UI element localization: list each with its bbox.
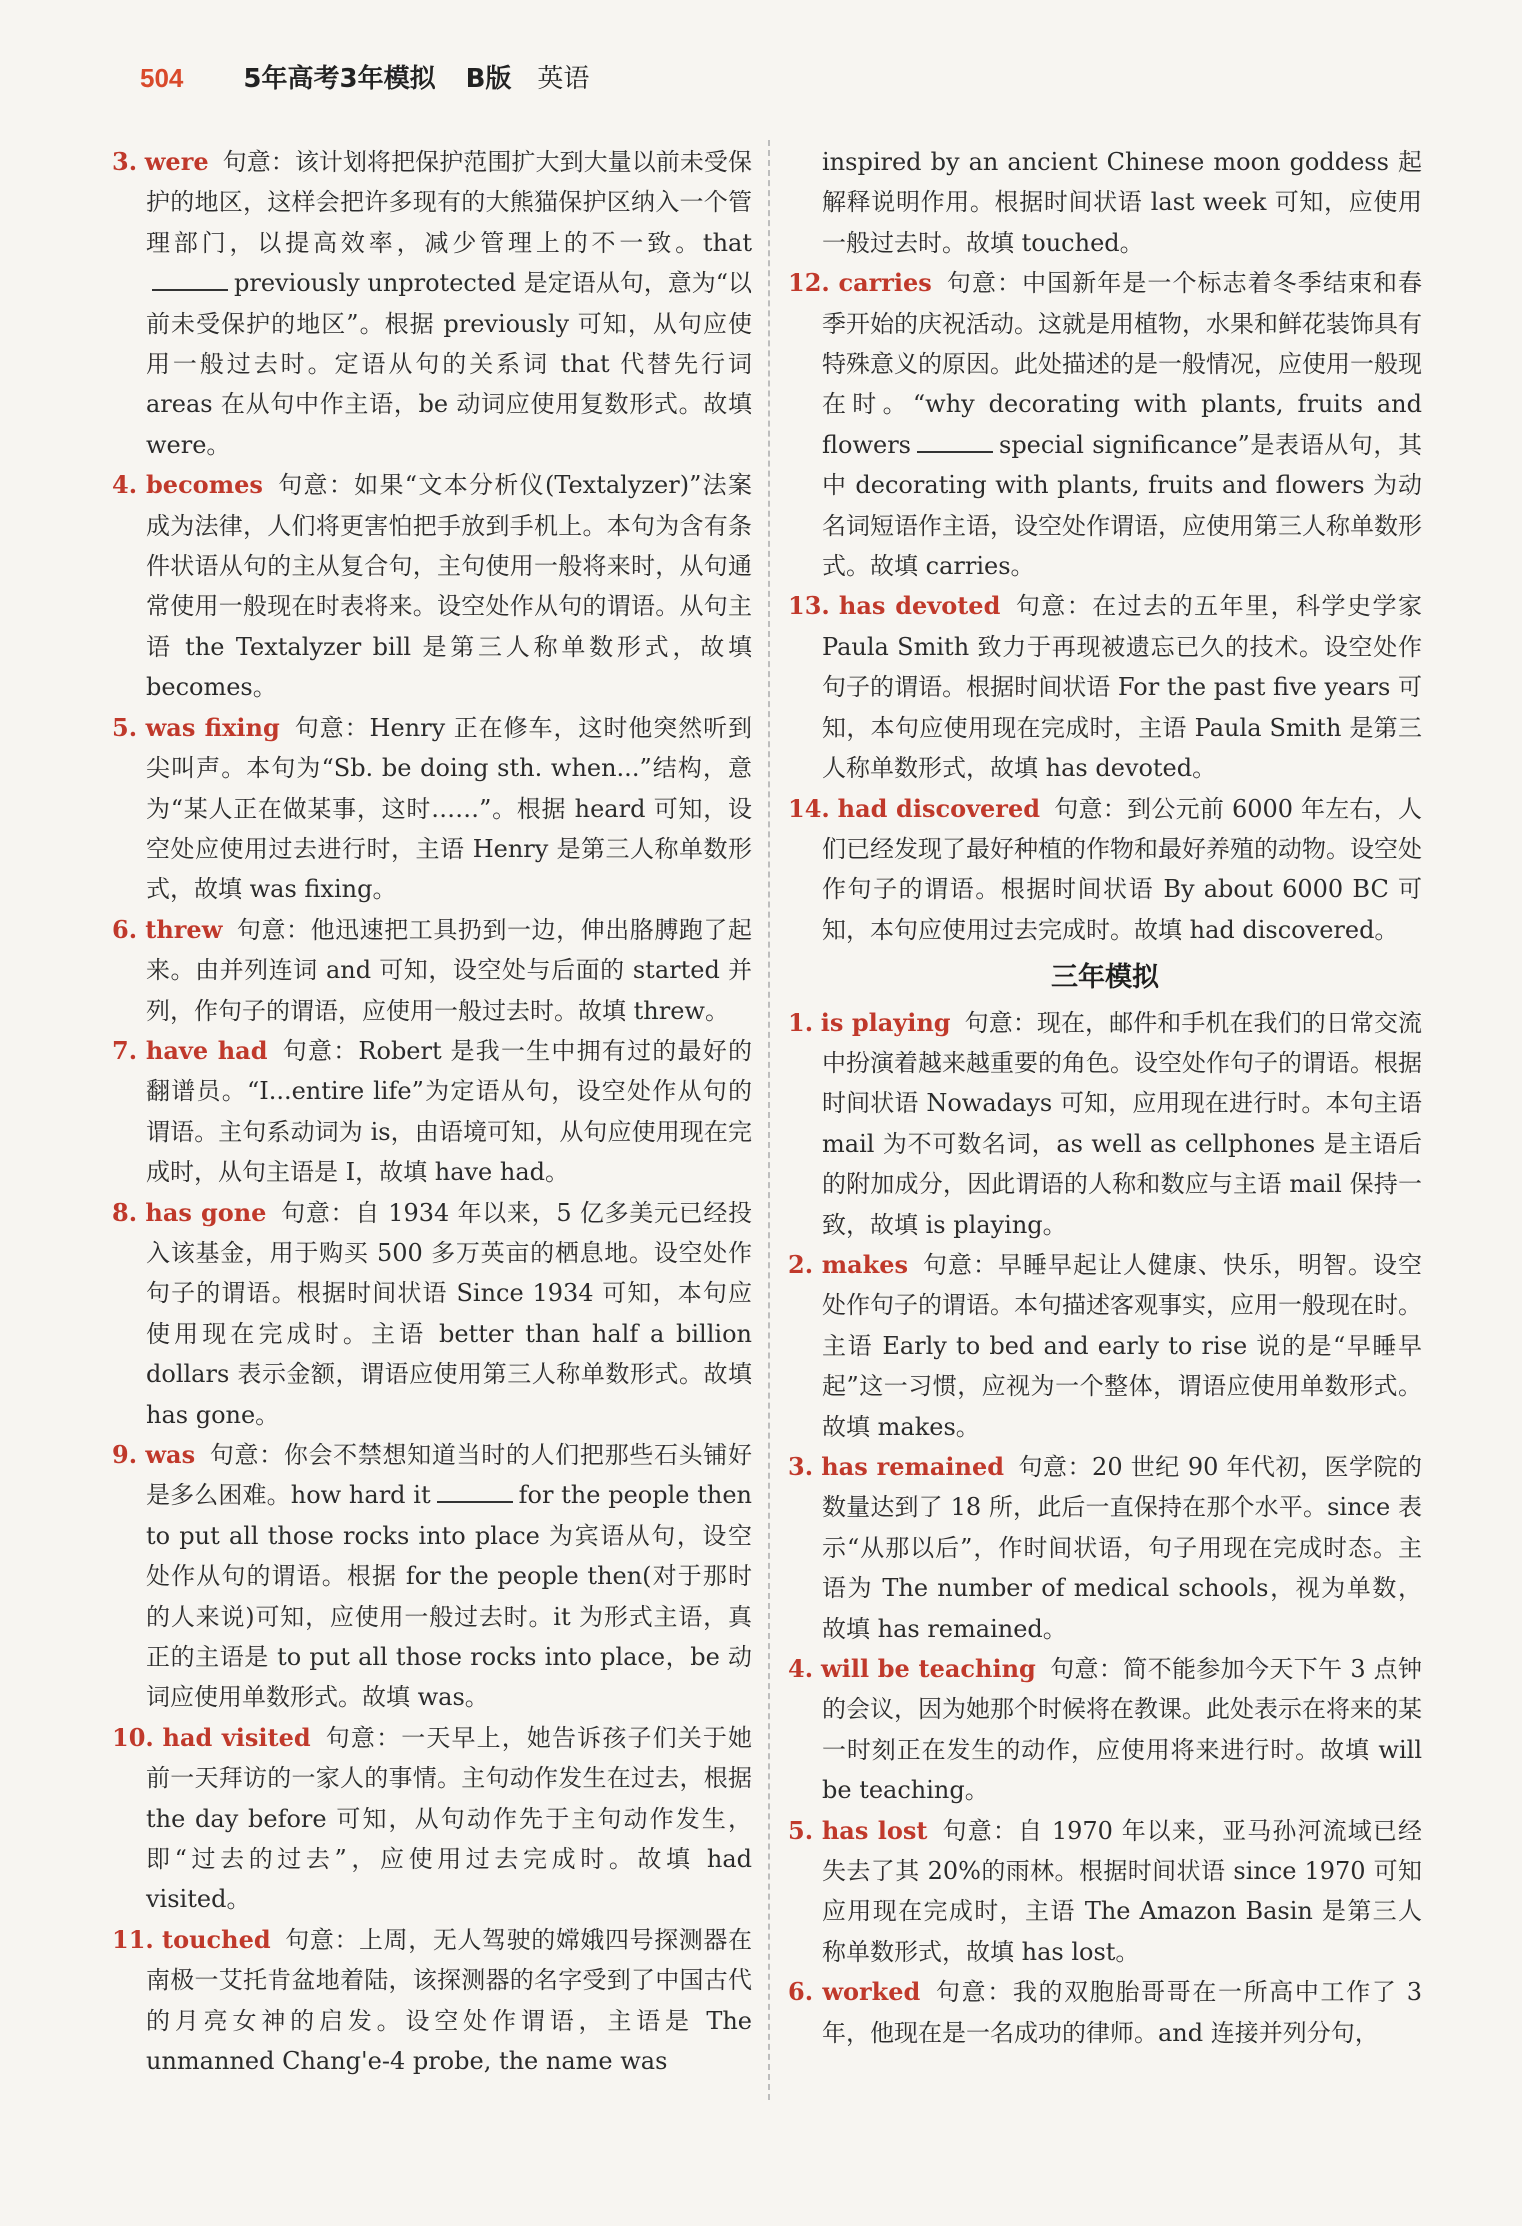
item-explanation: 句意：早睡早起让人健康、快乐，明智。设空处作句子的谓语。本句描述客观事实，应用一般现在时。主语 Early to bed and early to rise 说的是“早睡早起”这一习惯，应视为一个整体，谓语应使用单数形式。故填 makes。	[822, 1250, 1423, 1441]
item-answer: was fixing	[145, 712, 280, 742]
answer-item-9	[112, 1435, 752, 1718]
answer-item-13	[788, 586, 1422, 788]
item-number: 10.	[112, 1722, 154, 1752]
item-answer: has remained	[821, 1452, 1005, 1481]
section-item-4	[788, 1649, 1422, 1811]
item-explanation: 句意：Robert 是我一生中拥有过的最好的翻谱员。“I...entire life”为定语从句，设空处作从句的谓语。主句系动词为 is，由语境可知，从句应使用现在完成时，从句主语是 I，故填 have had。	[146, 1036, 752, 1187]
item-explanation: 句意：我的双胞胎哥哥在一所高中工作了 3 年，他现在是一名成功的律师。and 连接并列分句，	[822, 1978, 1422, 2047]
subject-label: 英语	[537, 64, 590, 94]
item-explanation: 句意：上周，无人驾驶的嫦娥四号探测器在南极一艾托肯盆地着陆，该探测器的名字受到了中国古代的月亮女神的启发。设空处作谓语，主语是 The unmanned Chang'e-4 probe, the name was	[146, 1925, 752, 2076]
item-answer: carries	[838, 268, 932, 298]
item-number: 12.	[788, 268, 830, 298]
column-divider	[768, 140, 770, 2100]
item-number: 11.	[112, 1924, 154, 1954]
item-number: 5.	[112, 712, 138, 742]
item-number: 6.	[112, 914, 138, 944]
item-answer: is playing	[820, 1007, 951, 1037]
item-answer: has lost	[821, 1815, 928, 1845]
left-column	[112, 142, 752, 2082]
item-number: 2.	[788, 1249, 814, 1279]
item-number: 1.	[788, 1007, 814, 1037]
item-explanation: 句意：现在，邮件和手机在我们的日常交流中扮演着越来越重要的角色。设空处作句子的谓语。根据时间状语 Nowadays 可知，应用现在进行时。本句主语 mail 为不可数名词，as well as cellphones 是主语后的附加成分，因此谓语的人称和数应与主语 mail 保持一致，故填 is playing。	[822, 1008, 1423, 1239]
item-answer: were	[144, 147, 209, 176]
item-number: 14.	[788, 793, 830, 823]
page-number: 504	[140, 63, 184, 93]
item-answer: becomes	[146, 470, 263, 500]
answer-item-12	[788, 263, 1422, 586]
answer-item-6	[112, 910, 752, 1031]
blank-line	[917, 431, 993, 453]
page-header	[140, 58, 589, 108]
section-item-6	[788, 1972, 1422, 2053]
item-explanation: 句意：Henry 正在修车，这时他突然听到尖叫声。本句为“Sb. be doing sth. when...”结构，意为“某人正在做某事，这时……”。根据 heard 可知，设空处应使用过去进行时，主语 Henry 是第三人称单数形式，故填 was fixing。	[146, 713, 753, 904]
item-answer: threw	[145, 914, 223, 944]
item-number: 8.	[112, 1197, 138, 1227]
item-number: 13.	[788, 591, 830, 621]
item-explanation: 句意：你会不禁想知道当时的人们把那些石头铺好是多么困难。how hard it	[146, 1441, 752, 1510]
item-answer: touched	[162, 1924, 271, 1954]
section-item-3	[788, 1447, 1422, 1649]
answer-item-11	[112, 1920, 752, 2082]
item-number: 4.	[112, 470, 138, 500]
item-number: 7.	[112, 1035, 138, 1065]
item-explanation: 句意：到公元前 6000 年左右，人们已经发现了最好种植的作物和最好养殖的动物。设空处作句子的谓语。根据时间状语 By about 6000 BC 可知，本句应使用过去完成时。故填 had discovered。	[822, 794, 1422, 944]
answer-item-14	[788, 789, 1422, 951]
item-explanation: 句意：一天早上，她告诉孩子们关于她前一天拜访的一家人的事情。主句动作发生在过去，根据 the day before 可知，从句动作先于主句动作发生，即“过去的过去”，应使用过去完成时。故填 had visited。	[146, 1723, 753, 1914]
item-explanation: 句意：自 1970 年以来，亚马孙河流域已经失去了其 20%的雨林。根据时间状语 since 1970 可知应用现在完成时，主语 The Amazon Basin 是第三人称单数形式，故填 has lost。	[822, 1816, 1422, 1966]
item-answer: makes	[821, 1249, 909, 1279]
item-answer: worked	[822, 1977, 921, 2007]
item-number: 9.	[112, 1440, 138, 1469]
answer-item-4	[112, 465, 752, 707]
section-item-5	[788, 1811, 1422, 1973]
section-item-2	[788, 1245, 1422, 1447]
item-number: 4.	[788, 1654, 814, 1684]
item-answer: had discovered	[837, 793, 1040, 823]
item-explanation: 句意：简不能参加今天下午 3 点钟的会议，因为她那个时候将在教课。此处表示在将来的某一时刻正在发生的动作，应使用将来进行时。故填 will be teaching。	[822, 1655, 1422, 1805]
section-item-1	[788, 1003, 1422, 1245]
answer-item-3	[112, 142, 752, 465]
item-answer: had visited	[162, 1722, 311, 1752]
blank-line	[437, 1481, 513, 1503]
item-number: 3.	[788, 1452, 814, 1481]
answer-item-7	[112, 1031, 752, 1193]
answer-item-10	[112, 1718, 752, 1920]
blank-line	[152, 269, 228, 291]
item-explanation: 句意：在过去的五年里，科学史学家 Paula Smith 致力于再现被遗忘已久的技术。设空处作句子的谓语。根据时间状语 For the past five years 可知，本句应使用现在完成时，主语 Paula Smith 是第三人称单数形式，故填 has devoted。	[822, 592, 1422, 783]
item-answer: have had	[145, 1035, 268, 1065]
item-number: 3.	[112, 147, 138, 176]
answer-item-8	[112, 1193, 752, 1435]
book-title: 5年高考3年模拟	[243, 64, 436, 94]
item-explanation: 句意：该计划将把保护范围扩大到大量以前未受保护的地区，这样会把许多现有的大熊猫保护区纳入一个管理部门，以提高效率，减少管理上的不一致。that	[146, 148, 752, 257]
item-explanation: 句意：自 1934 年以来，5 亿多美元已经投入该基金，用于购买 500 多万英亩的栖息地。设空处作句子的谓语。根据时间状语 Since 1934 可知，本句应使用现在完成时。主语 better than half a billion dollars 表示金额，谓语应使用第三人称单数形式。故填 has gone。	[146, 1198, 753, 1429]
answer-item-11-continued: inspired by an ancient Chinese moon goddess 起解释说明作用。根据时间状语 last week 可知，应使用一般过去时。故填 touched。	[822, 148, 1422, 257]
item-explanation: 句意：如果“文本分析仪(Textalyzer)”法案成为法律，人们将更害怕把手放到手机上。本句为含有条件状语从句的主从复合句，主句使用一般将来时，从句通常使用一般现在时表将来。设空处作从句的谓语。从句主语 the Textalyzer bill 是第三人称单数形式，故填 becomes。	[146, 471, 752, 702]
answer-item-5	[112, 708, 752, 910]
item-answer: has devoted	[838, 591, 1001, 621]
item-explanation: 句意：中国新年是一个标志着冬季结束和春季开始的庆祝活动。这就是用植物，水果和鲜花装饰具有特殊意义的原因。此处描述的是一般情况，应使用一般现在时。“why decorating with plants, fruits and flowers	[822, 269, 1422, 459]
item-explanation: 句意：他迅速把工具扔到一边，伸出胳膊跑了起来。由并列连词 and 可知，设空处与后面的 started 并列，作句子的谓语，应使用一般过去时。故填 threw。	[146, 915, 752, 1025]
item-number: 5.	[788, 1815, 814, 1845]
section-heading: 三年模拟	[1051, 962, 1159, 994]
right-column	[788, 142, 1422, 2053]
item-answer: has gone	[145, 1197, 267, 1227]
item-explanation: 句意：20 世纪 90 年代初，医学院的数量达到了 18 所，此后一直保持在那个水平。since 表示“从那以后”，作时间状语，句子用现在完成时态。主语为 The number of medical schools，视为单数，故填 has remained。	[822, 1453, 1422, 1643]
item-explanation-cont: for the people then to put all those rocks into place 为宾语从句，设空处作从句的谓语。根据 for the people then(对于那时的人来说)可知，应使用一般过去时。it 为形式主语，真正的主语是 to put all those rocks into place，be 动词应使用单数形式。故填 was。	[146, 1481, 752, 1712]
edition-label: B版	[465, 64, 512, 94]
item-explanation-cont: special significance”是表语从句，其中 decorating with plants, fruits and flowers 为动名词短语作主语，设空处作谓语，应使用第三人称单数形式。故填 carries。	[822, 430, 1422, 581]
item-number: 6.	[788, 1977, 814, 2007]
item-answer: was	[145, 1440, 196, 1469]
item-answer: will be teaching	[821, 1654, 1036, 1684]
item-explanation-cont: previously unprotected 是定语从句，意为“以前未受保护的地区”。根据 previously 可知，从句应使用一般过去时。定语从句的关系词 that 代替先行词 areas 在从句中作主语，be 动词应使用复数形式。故填 were。	[146, 269, 752, 459]
